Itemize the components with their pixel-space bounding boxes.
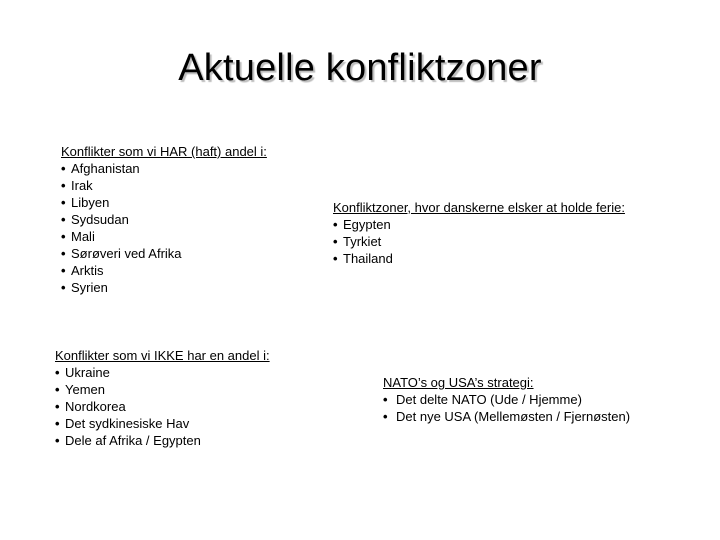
list-item-text: Thailand xyxy=(343,251,393,266)
list-item xyxy=(333,250,625,267)
bullet-icon: • xyxy=(55,433,60,448)
bullet-icon: • xyxy=(61,229,66,244)
list-item xyxy=(61,194,267,211)
section-heading: NATO’s og USA’s strategi: xyxy=(383,375,534,390)
slide-title: Aktuelle konfliktzoner xyxy=(178,47,542,89)
bullet-icon: • xyxy=(333,217,338,232)
list-item xyxy=(61,245,267,262)
bullet-icon: • xyxy=(61,212,66,227)
list-item xyxy=(55,381,270,398)
list-item-text: Afghanistan xyxy=(71,161,140,176)
list-item-text: Yemen xyxy=(65,382,105,397)
list-item-text: Sydsudan xyxy=(71,212,129,227)
list-item-text: Egypten xyxy=(343,217,391,232)
list-item xyxy=(55,364,270,381)
bullet-icon: • xyxy=(55,416,60,431)
list-item-text: Det nye USA (Mellemøsten / Fjernøsten) xyxy=(396,409,631,424)
list-item-text: Libyen xyxy=(71,195,110,210)
bullet-list xyxy=(383,391,630,425)
list-item xyxy=(61,160,267,177)
list-item xyxy=(55,432,270,449)
list-item xyxy=(61,211,267,228)
bullet-icon: • xyxy=(333,251,338,266)
list-item xyxy=(333,233,625,250)
section-heading: Konflikter som vi HAR (haft) andel i: xyxy=(61,144,267,159)
bullet-icon: • xyxy=(55,382,60,397)
section-heading: Konfliktzoner, hvor danskerne elsker at holde ferie: xyxy=(333,200,625,215)
list-item-text: Arktis xyxy=(71,263,104,278)
list-item-text: Dele af Afrika / Egypten xyxy=(65,433,201,448)
bullet-icon: • xyxy=(61,263,66,278)
list-item-text: Irak xyxy=(71,178,93,193)
bullet-icon: • xyxy=(383,409,388,424)
list-item-text: Tyrkiet xyxy=(343,234,382,249)
bullet-icon: • xyxy=(61,178,66,193)
bullet-icon: • xyxy=(333,234,338,249)
list-item xyxy=(61,262,267,279)
bullet-icon: • xyxy=(61,195,66,210)
list-item-text: Sørøveri ved Afrika xyxy=(71,246,182,261)
list-item-text: Nordkorea xyxy=(65,399,126,414)
bullet-icon: • xyxy=(61,161,66,176)
bullet-icon: • xyxy=(55,365,60,380)
bullet-icon: • xyxy=(383,392,388,407)
list-item-text: Mali xyxy=(71,229,95,244)
bullet-list xyxy=(333,216,625,267)
list-item xyxy=(55,415,270,432)
section-holiday-conflict-zones xyxy=(333,199,625,267)
list-item xyxy=(55,398,270,415)
list-item-text: Ukraine xyxy=(65,365,110,380)
bullet-icon: • xyxy=(61,280,66,295)
bullet-icon: • xyxy=(55,399,60,414)
section-conflicts-without-involvement xyxy=(55,347,270,449)
list-item xyxy=(61,279,267,296)
bullet-icon: • xyxy=(61,246,66,261)
section-heading: Konflikter som vi IKKE har en andel i: xyxy=(55,348,270,363)
bullet-list xyxy=(61,160,267,296)
list-item-text: Syrien xyxy=(71,280,108,295)
section-nato-usa-strategy xyxy=(383,374,630,425)
list-item-text: Det sydkinesiske Hav xyxy=(65,416,190,431)
list-item xyxy=(61,177,267,194)
list-item xyxy=(383,391,630,408)
list-item xyxy=(333,216,625,233)
list-item-text: Det delte NATO (Ude / Hjemme) xyxy=(396,392,582,407)
section-conflicts-with-involvement xyxy=(61,143,267,296)
list-item xyxy=(61,228,267,245)
list-item xyxy=(383,408,630,425)
bullet-list xyxy=(55,364,270,449)
